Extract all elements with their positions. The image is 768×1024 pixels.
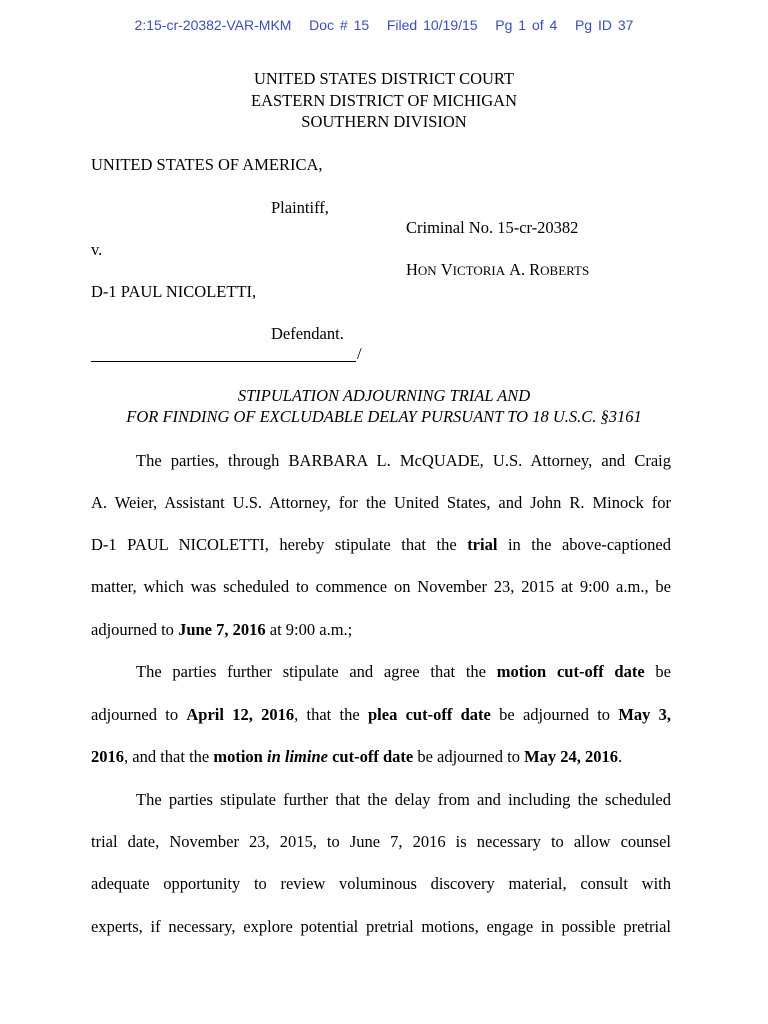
doc-number: Doc # 15 [309, 17, 370, 33]
p1-line5: adjourned to June 7, 2016 at 9:00 a.m.; [91, 620, 353, 639]
page-count: Pg 1 of 4 [495, 17, 558, 33]
court-division: SOUTHERN DIVISION [301, 112, 467, 131]
document-title-line1: STIPULATION ADJOURNING TRIAL AND [237, 386, 531, 405]
p2-line3: 2016, and that the motion in limine cut-off date be adjourned to May 24, 2016. [91, 747, 623, 766]
p3-line2: trial date, November 23, 2015, to June 7, 2016 is necessary to allow counsel [91, 832, 671, 851]
plaintiff-label: Plaintiff, [271, 198, 329, 217]
page-id: Pg ID 37 [574, 17, 634, 33]
p1-line1: The parties, through BARBARA L. McQUADE, U.S. Attorney, and Craig [136, 451, 671, 470]
caption-rule [91, 361, 356, 362]
criminal-number: Criminal No. 15-cr-20382 [406, 218, 579, 237]
caption-slash: / [357, 344, 362, 363]
p1-line3: D-1 PAUL NICOLETTI, hereby stipulate that the trial in the above-captioned [91, 535, 672, 554]
plaintiff-name: UNITED STATES OF AMERICA, [91, 155, 323, 174]
defendant-name: D-1 PAUL NICOLETTI, [91, 282, 257, 301]
p3-line1: The parties stipulate further that the delay from and including the scheduled [136, 790, 671, 809]
defendant-label: Defendant. [271, 324, 344, 343]
filed-date: Filed 10/19/15 [386, 17, 478, 33]
filing-header [0, 17, 768, 33]
judge-name: HON VICTORIA A. ROBERTS [406, 260, 590, 279]
p2-line2: adjourned to April 12, 2016, that the plea cut-off date be adjourned to May 3, [91, 705, 672, 724]
p2-line1: The parties further stipulate and agree that the motion cut-off date be [136, 662, 671, 681]
court-name: UNITED STATES DISTRICT COURT [253, 69, 514, 88]
p1-line2: A. Weier, Assistant U.S. Attorney, for the United States, and John R. Minock for [91, 493, 671, 512]
versus: v. [91, 240, 103, 259]
court-district: EASTERN DISTRICT OF MICHIGAN [251, 91, 517, 110]
case-number: 2:15-cr-20382-VAR-MKM [134, 17, 292, 33]
p3-line3: adequate opportunity to review voluminous discovery material, consult with [91, 874, 671, 893]
document-title-line2: FOR FINDING OF EXCLUDABLE DELAY PURSUANT TO 18 U.S.C. §3161 [126, 407, 642, 426]
p3-line4: experts, if necessary, explore potential pretrial motions, engage in possible pretrial [91, 917, 671, 936]
p1-line4: matter, which was scheduled to commence on November 23, 2015 at 9:00 a.m., be [91, 577, 671, 596]
